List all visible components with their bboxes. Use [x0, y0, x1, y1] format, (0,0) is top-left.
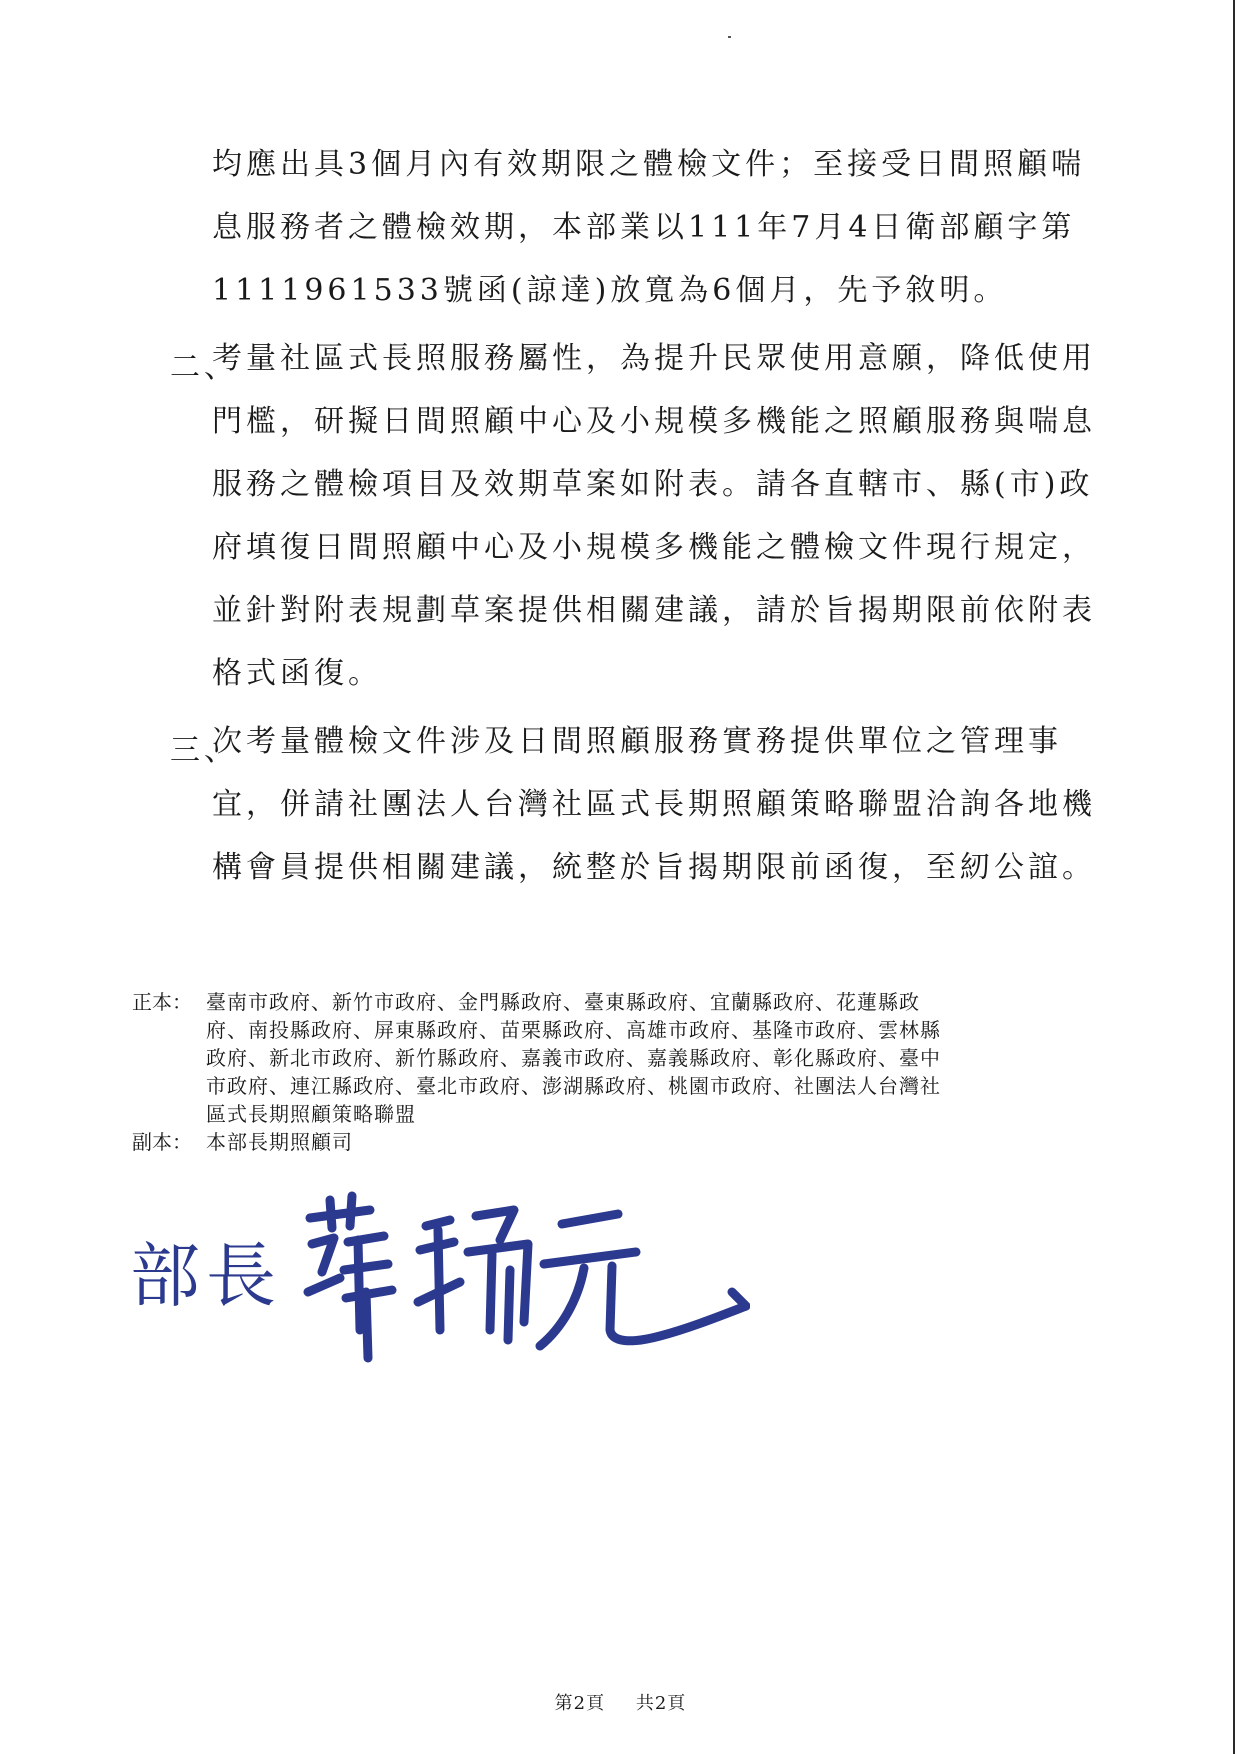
body-line: 格式函復。 [212, 656, 382, 691]
scan-speck [728, 36, 731, 38]
copy-label: 副本： [132, 1130, 192, 1154]
recipients-line: 府、南投縣政府、屏東縣政府、苗栗縣政府、高雄市政府、基隆市政府、雲林縣 [206, 1018, 941, 1042]
body-line: 息服務者之體檢效期，本部業以111年7月4日衛部顧字第 [212, 210, 1076, 245]
signature-area [130, 1180, 750, 1380]
item-number: 三、 [170, 733, 238, 768]
recipients-line: 區式長期照顧策略聯盟 [206, 1102, 416, 1126]
page-footer [0, 1689, 1241, 1715]
recipients-label: 正本： [132, 990, 192, 1014]
body-line: 1111961533號函(諒達)放寬為6個月，先予敘明。 [212, 273, 1008, 308]
body-line: 構會員提供相關建議，統整於旨揭期限前函復，至紉公誼。 [212, 850, 1096, 885]
body-line: 門檻，研擬日間照顧中心及小規模多機能之照顧服務與喘息 [212, 404, 1096, 439]
recipients-line: 政府、新北市政府、新竹縣政府、嘉義市政府、嘉義縣政府、彰化縣政府、臺中 [206, 1046, 941, 1070]
item-number: 二、 [170, 350, 238, 385]
body-line: 並針對附表規劃草案提供相關建議，請於旨揭期限前依附表 [212, 593, 1096, 628]
page-edge [1233, 0, 1235, 1754]
body-line: 考量社區式長照服務屬性，為提升民眾使用意願，降低使用 [212, 341, 1096, 376]
body-line: 府填復日間照顧中心及小規模多機能之體檢文件現行規定， [212, 530, 1096, 565]
page-number: 第2頁 [554, 1693, 606, 1714]
handwritten-signature [300, 1180, 750, 1380]
recipients-line: 市政府、連江縣政府、臺北市政府、澎湖縣政府、桃園市政府、社團法人台灣社 [206, 1074, 941, 1098]
body-line: 宜，併請社團法人台灣社區式長期照顧策略聯盟洽詢各地機 [212, 787, 1096, 822]
body-line: 次考量體檢文件涉及日間照顧服務實務提供單位之管理事 [212, 724, 1062, 759]
body-line: 服務之體檢項目及效期草案如附表。請各直轄市、縣(市)政 [212, 467, 1094, 502]
copy-value: 本部長期照顧司 [206, 1130, 353, 1154]
signer-title: 部長 [130, 1235, 282, 1317]
recipients-line: 臺南市政府、新竹市政府、金門縣政府、臺東縣政府、宜蘭縣政府、花蓮縣政 [206, 990, 920, 1014]
body-line: 均應出具3個月內有效期限之體檢文件；至接受日間照顧喘 [212, 147, 1086, 182]
page-total: 共2頁 [635, 1693, 687, 1714]
